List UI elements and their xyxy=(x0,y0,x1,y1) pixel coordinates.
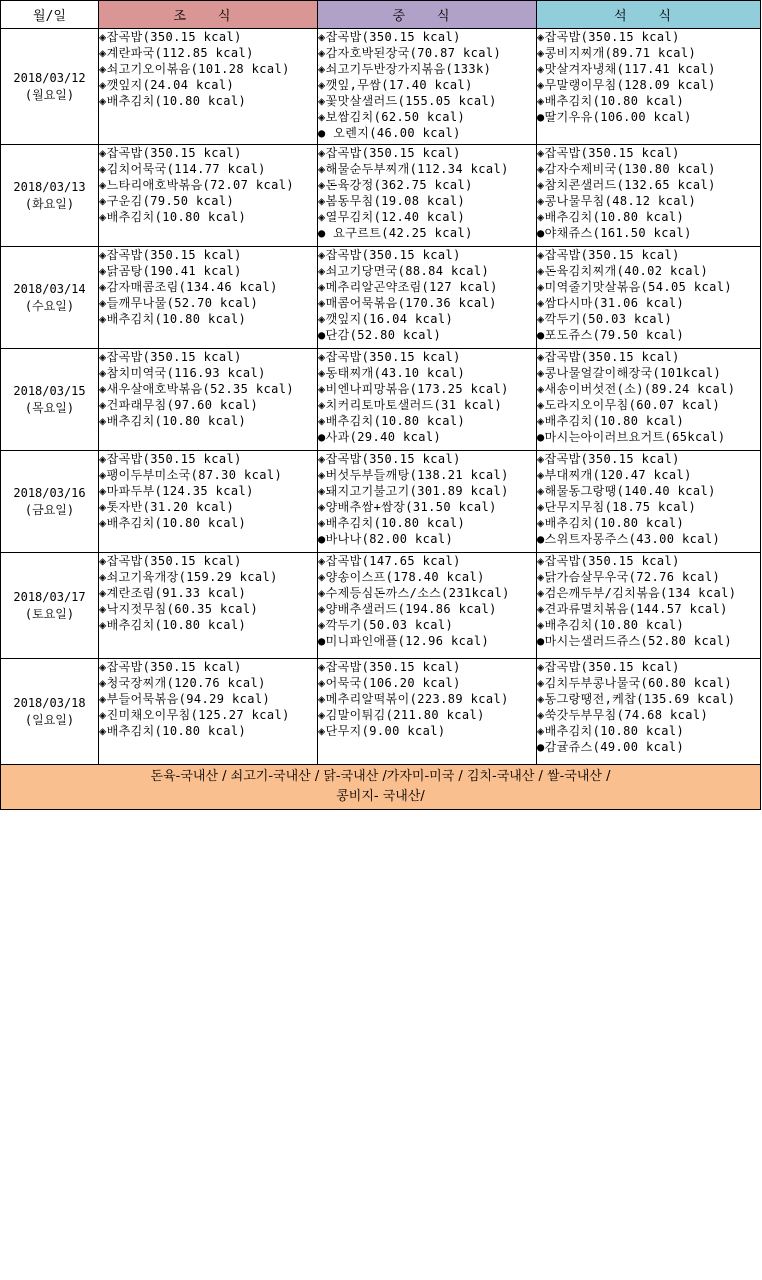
menu-item: ◈배추김치(10.80 kcal) xyxy=(537,516,685,530)
menu-item: ◈잡곡밥(350.15 kcal) xyxy=(99,452,242,466)
menu-item: ◈열무김치(12.40 kcal) xyxy=(318,210,466,224)
dinner-cell xyxy=(537,29,761,145)
date-text: 2018/03/12 xyxy=(13,70,86,85)
menu-item: ◈동태찌개(43.10 kcal) xyxy=(318,366,466,380)
breakfast-cell xyxy=(99,659,318,765)
menu-item: ◈맛살겨자냉채(117.41 kcal) xyxy=(537,62,716,76)
breakfast-cell xyxy=(99,451,318,553)
menu-item: ◈새송이버섯전(소)(89.24 kcal) xyxy=(537,382,736,396)
menu-item: ◈배추김치(10.80 kcal) xyxy=(99,210,247,224)
menu-item: ◈깍두기(50.03 kcal) xyxy=(537,312,673,326)
menu-item: ◈배추김치(10.80 kcal) xyxy=(99,516,247,530)
dinner-cell xyxy=(537,145,761,247)
menu-item: ◈양배추샐러드(194.86 kcal) xyxy=(318,602,497,616)
lunch-cell xyxy=(318,145,537,247)
dinner-cell xyxy=(537,247,761,349)
breakfast-cell xyxy=(99,349,318,451)
menu-item: ◈부대찌개(120.47 kcal) xyxy=(537,468,692,482)
menu-item: ◈닭곰탕(190.41 kcal) xyxy=(99,264,242,278)
menu-item: ◈잡곡밥(350.15 kcal) xyxy=(99,146,242,160)
dinner-cell xyxy=(537,451,761,553)
menu-item: ◈배추김치(10.80 kcal) xyxy=(537,210,685,224)
menu-item: ◈양배추쌈+쌈장(31.50 kcal) xyxy=(318,500,497,514)
menu-item: ◈쇠고기당면국(88.84 kcal) xyxy=(318,264,490,278)
menu-item: ◈수제등심돈까스/소스(231kcal) xyxy=(318,586,510,600)
menu-item: ●바나나(82.00 kcal) xyxy=(318,532,454,546)
menu-item: ◈메추리알곤약조림(127 kcal) xyxy=(318,280,498,294)
date-text: 2018/03/16 xyxy=(13,485,86,500)
menu-item: ◈배추김치(10.80 kcal) xyxy=(537,414,685,428)
menu-item: ◈해물동그랑땡(140.40 kcal) xyxy=(537,484,716,498)
menu-item: ◈배추김치(10.80 kcal) xyxy=(318,516,466,530)
breakfast-cell xyxy=(99,553,318,659)
menu-item: ◈진미채오이무침(125.27 kcal) xyxy=(99,708,290,722)
weekday-text: (월요일) xyxy=(24,87,75,102)
date-text: 2018/03/14 xyxy=(13,281,86,296)
menu-item: ◈단무지무침(18.75 kcal) xyxy=(537,500,697,514)
menu-item: ◈청국장찌개(120.76 kcal) xyxy=(99,676,266,690)
breakfast-cell xyxy=(99,29,318,145)
day-row xyxy=(1,451,761,553)
menu-item: ◈배추김치(10.80 kcal) xyxy=(318,414,466,428)
menu-item: ◈깻잎지(24.04 kcal) xyxy=(99,78,235,92)
date-text: 2018/03/13 xyxy=(13,179,86,194)
menu-item: ◈부들어묵볶음(94.29 kcal) xyxy=(99,692,271,706)
weekday-text: (토요일) xyxy=(24,606,75,621)
menu-item: ◈김치어묵국(114.77 kcal) xyxy=(99,162,266,176)
menu-item: ◈쇠고기두반장가지볶음(133k) xyxy=(318,62,492,76)
menu-item: ◈어묵국(106.20 kcal) xyxy=(318,676,461,690)
menu-item: ● 요구르트(42.25 kcal) xyxy=(318,226,473,240)
date-cell xyxy=(1,29,99,145)
menu-item: ◈김말이튀김(211.80 kcal) xyxy=(318,708,485,722)
menu-item: ◈들깨무나물(52.70 kcal) xyxy=(99,296,259,310)
date-cell xyxy=(1,659,99,765)
day-row xyxy=(1,247,761,349)
menu-item: ◈미역줄기맛살볶음(54.05 kcal) xyxy=(537,280,733,294)
menu-item: ◈참치콘샐러드(132.65 kcal) xyxy=(537,178,716,192)
menu-item: ●사과(29.40 kcal) xyxy=(318,430,442,444)
menu-item: ◈매콤어묵볶음(170.36 kcal) xyxy=(318,296,497,310)
menu-item: ◈감자수제비국(130.80 kcal) xyxy=(537,162,716,176)
menu-item: ◈김치두부콩나물국(60.80 kcal) xyxy=(537,676,733,690)
lunch-cell xyxy=(318,659,537,765)
menu-item: ◈쌈다시마(31.06 kcal) xyxy=(537,296,685,310)
lunch-cell xyxy=(318,553,537,659)
menu-item: ◈검은깨두부/김치볶음(134 kcal) xyxy=(537,586,737,600)
date-cell xyxy=(1,553,99,659)
menu-item: ◈쇠고기오이볶음(101.28 kcal) xyxy=(99,62,290,76)
date-cell xyxy=(1,247,99,349)
header-row xyxy=(1,1,761,29)
menu-item: ◈잡곡밥(350.15 kcal) xyxy=(99,660,242,674)
menu-item: ◈잡곡밥(350.15 kcal) xyxy=(318,350,461,364)
weekday-text: (금요일) xyxy=(24,502,75,517)
menu-item: ◈콩나물무침(48.12 kcal) xyxy=(537,194,697,208)
menu-item: ◈배추김치(10.80 kcal) xyxy=(99,312,247,326)
menu-item: ◈돼지고기불고기(301.89 kcal) xyxy=(318,484,509,498)
origin-footer-row xyxy=(1,765,761,810)
menu-item: ◈견과류멸치볶음(144.57 kcal) xyxy=(537,602,728,616)
menu-item: ◈배추김치(10.80 kcal) xyxy=(537,94,685,108)
dinner-column-header: 석 식 xyxy=(537,1,761,29)
menu-item: ◈단무지(9.00 kcal) xyxy=(318,724,446,738)
menu-item: ●미니파인애플(12.96 kcal) xyxy=(318,634,490,648)
dinner-cell xyxy=(537,349,761,451)
menu-item: ◈마파두부(124.35 kcal) xyxy=(99,484,254,498)
menu-item: ◈콩비지찌개(89.71 kcal) xyxy=(537,46,697,60)
menu-item: ◈잡곡밥(350.15 kcal) xyxy=(99,248,242,262)
day-row xyxy=(1,553,761,659)
menu-item: ◈쑥갓두부무침(74.68 kcal) xyxy=(537,708,709,722)
menu-item: ◈잡곡밥(350.15 kcal) xyxy=(318,248,461,262)
menu-item: ● 오렌지(46.00 kcal) xyxy=(318,126,461,140)
menu-item: ●단감(52.80 kcal) xyxy=(318,328,442,342)
lunch-cell xyxy=(318,29,537,145)
day-row xyxy=(1,659,761,765)
origin-line-2: 콩비지- 국내산/ xyxy=(336,789,425,804)
day-row xyxy=(1,349,761,451)
menu-item: ◈배추김치(10.80 kcal) xyxy=(99,724,247,738)
weekday-text: (수요일) xyxy=(24,298,75,313)
lunch-cell xyxy=(318,451,537,553)
breakfast-column-header: 조 식 xyxy=(99,1,318,29)
menu-item: ◈잡곡밥(350.15 kcal) xyxy=(99,30,242,44)
menu-item: ◈감자호박된장국(70.87 kcal) xyxy=(318,46,502,60)
breakfast-cell xyxy=(99,145,318,247)
menu-item: ◈양송이스프(178.40 kcal) xyxy=(318,570,485,584)
menu-item: ◈보쌈김치(62.50 kcal) xyxy=(318,110,466,124)
menu-item: ◈잡곡밥(350.15 kcal) xyxy=(537,660,680,674)
menu-item: ◈쇠고기육개장(159.29 kcal) xyxy=(99,570,278,584)
menu-item: ◈배추김치(10.80 kcal) xyxy=(99,94,247,108)
menu-item: ◈해물순두부찌개(112.34 kcal) xyxy=(318,162,509,176)
menu-item: ●마시는아이러브요거트(65kcal) xyxy=(537,430,726,444)
menu-item: ◈잡곡밥(350.15 kcal) xyxy=(99,350,242,364)
menu-item: ◈봄동무침(19.08 kcal) xyxy=(318,194,466,208)
origin-footer xyxy=(1,765,761,810)
menu-item: ●포도쥬스(79.50 kcal) xyxy=(537,328,685,342)
menu-item: ◈치커리토마토샐러드(31 kcal) xyxy=(318,398,503,412)
menu-item: ◈잡곡밥(350.15 kcal) xyxy=(537,146,680,160)
date-cell xyxy=(1,349,99,451)
menu-item: ●감귤쥬스(49.00 kcal) xyxy=(537,740,685,754)
date-text: 2018/03/15 xyxy=(13,383,86,398)
weekday-text: (화요일) xyxy=(24,196,75,211)
menu-item: ◈잡곡밥(350.15 kcal) xyxy=(537,30,680,44)
menu-item: ◈배추김치(10.80 kcal) xyxy=(537,618,685,632)
breakfast-cell xyxy=(99,247,318,349)
menu-item: ◈느타리애호박볶음(72.07 kcal) xyxy=(99,178,295,192)
menu-item: ◈도라지오이무침(60.07 kcal) xyxy=(537,398,721,412)
date-text: 2018/03/17 xyxy=(13,589,86,604)
weekday-text: (일요일) xyxy=(24,712,75,727)
date-text: 2018/03/18 xyxy=(13,695,86,710)
menu-item: ◈건파래무침(97.60 kcal) xyxy=(99,398,259,412)
menu-item: ◈팽이두부미소국(87.30 kcal) xyxy=(99,468,283,482)
menu-item: ◈잡곡밥(350.15 kcal) xyxy=(537,452,680,466)
menu-item: ◈참치미역국(116.93 kcal) xyxy=(99,366,266,380)
menu-item: ◈잡곡밥(350.15 kcal) xyxy=(318,452,461,466)
date-cell xyxy=(1,451,99,553)
menu-item: ◈잡곡밥(350.15 kcal) xyxy=(318,146,461,160)
dinner-cell xyxy=(537,659,761,765)
menu-item: ◈배추김치(10.80 kcal) xyxy=(99,618,247,632)
menu-item: ◈배추김치(10.80 kcal) xyxy=(99,414,247,428)
menu-item: ◈꽃맛살샐러드(155.05 kcal) xyxy=(318,94,497,108)
menu-item: ●스위트자몽주스(43.00 kcal) xyxy=(537,532,721,546)
menu-item: ◈배추김치(10.80 kcal) xyxy=(537,724,685,738)
menu-item: ◈계란파국(112.85 kcal) xyxy=(99,46,254,60)
menu-item: ◈잡곡밥(147.65 kcal) xyxy=(318,554,461,568)
menu-item: ◈콩나물얼갈이해장국(101kcal) xyxy=(537,366,722,380)
menu-item: ◈톳자반(31.20 kcal) xyxy=(99,500,235,514)
menu-item: ◈잡곡밥(350.15 kcal) xyxy=(537,554,680,568)
menu-item: ◈깻잎지(16.04 kcal) xyxy=(318,312,454,326)
lunch-cell xyxy=(318,247,537,349)
lunch-cell xyxy=(318,349,537,451)
day-row xyxy=(1,29,761,145)
menu-item: ◈닭가슴살무우국(72.76 kcal) xyxy=(537,570,721,584)
lunch-column-header: 중 식 xyxy=(318,1,537,29)
dinner-cell xyxy=(537,553,761,659)
origin-line-1: 돈육-국내산 / 쇠고기-국내산 / 닭-국내산 /가자미-미국 / 김치-국내산 / 쌀-국내산 / xyxy=(150,769,611,784)
menu-item: ◈잡곡밥(350.15 kcal) xyxy=(537,248,680,262)
menu-item: ◈잡곡밥(350.15 kcal) xyxy=(537,350,680,364)
menu-item: ●야채쥬스(161.50 kcal) xyxy=(537,226,692,240)
menu-item: ◈비엔나피망볶음(173.25 kcal) xyxy=(318,382,509,396)
menu-item: ◈돈육김치찌개(40.02 kcal) xyxy=(537,264,709,278)
weekday-text: (목요일) xyxy=(24,400,75,415)
date-column-header: 월/일 xyxy=(1,1,99,29)
menu-item: ◈깍두기(50.03 kcal) xyxy=(318,618,454,632)
menu-item: ◈잡곡밥(350.15 kcal) xyxy=(318,660,461,674)
menu-item: ◈깻잎,무쌈(17.40 kcal) xyxy=(318,78,473,92)
menu-item: ◈버섯두부들깨탕(138.21 kcal) xyxy=(318,468,509,482)
menu-item: ◈잡곡밥(350.15 kcal) xyxy=(318,30,461,44)
menu-item: ◈감자매콤조림(134.46 kcal) xyxy=(99,280,278,294)
menu-item: ◈돈육강정(362.75 kcal) xyxy=(318,178,473,192)
menu-item: ◈낙지젓무침(60.35 kcal) xyxy=(99,602,259,616)
menu-item: ◈새우살애호박볶음(52.35 kcal) xyxy=(99,382,295,396)
date-cell xyxy=(1,145,99,247)
menu-item: ●딸기우유(106.00 kcal) xyxy=(537,110,692,124)
menu-item: ◈무말랭이무침(128.09 kcal) xyxy=(537,78,716,92)
menu-item: ◈동그랑땡전,케찹(135.69 kcal) xyxy=(537,692,736,706)
menu-item: ◈계란조림(91.33 kcal) xyxy=(99,586,247,600)
menu-item: ◈구운김(79.50 kcal) xyxy=(99,194,235,208)
day-row xyxy=(1,145,761,247)
menu-item: ◈메추리알떡볶이(223.89 kcal) xyxy=(318,692,509,706)
menu-item: ◈잡곡밥(350.15 kcal) xyxy=(99,554,242,568)
menu-item: ●마시는샐러드쥬스(52.80 kcal) xyxy=(537,634,733,648)
